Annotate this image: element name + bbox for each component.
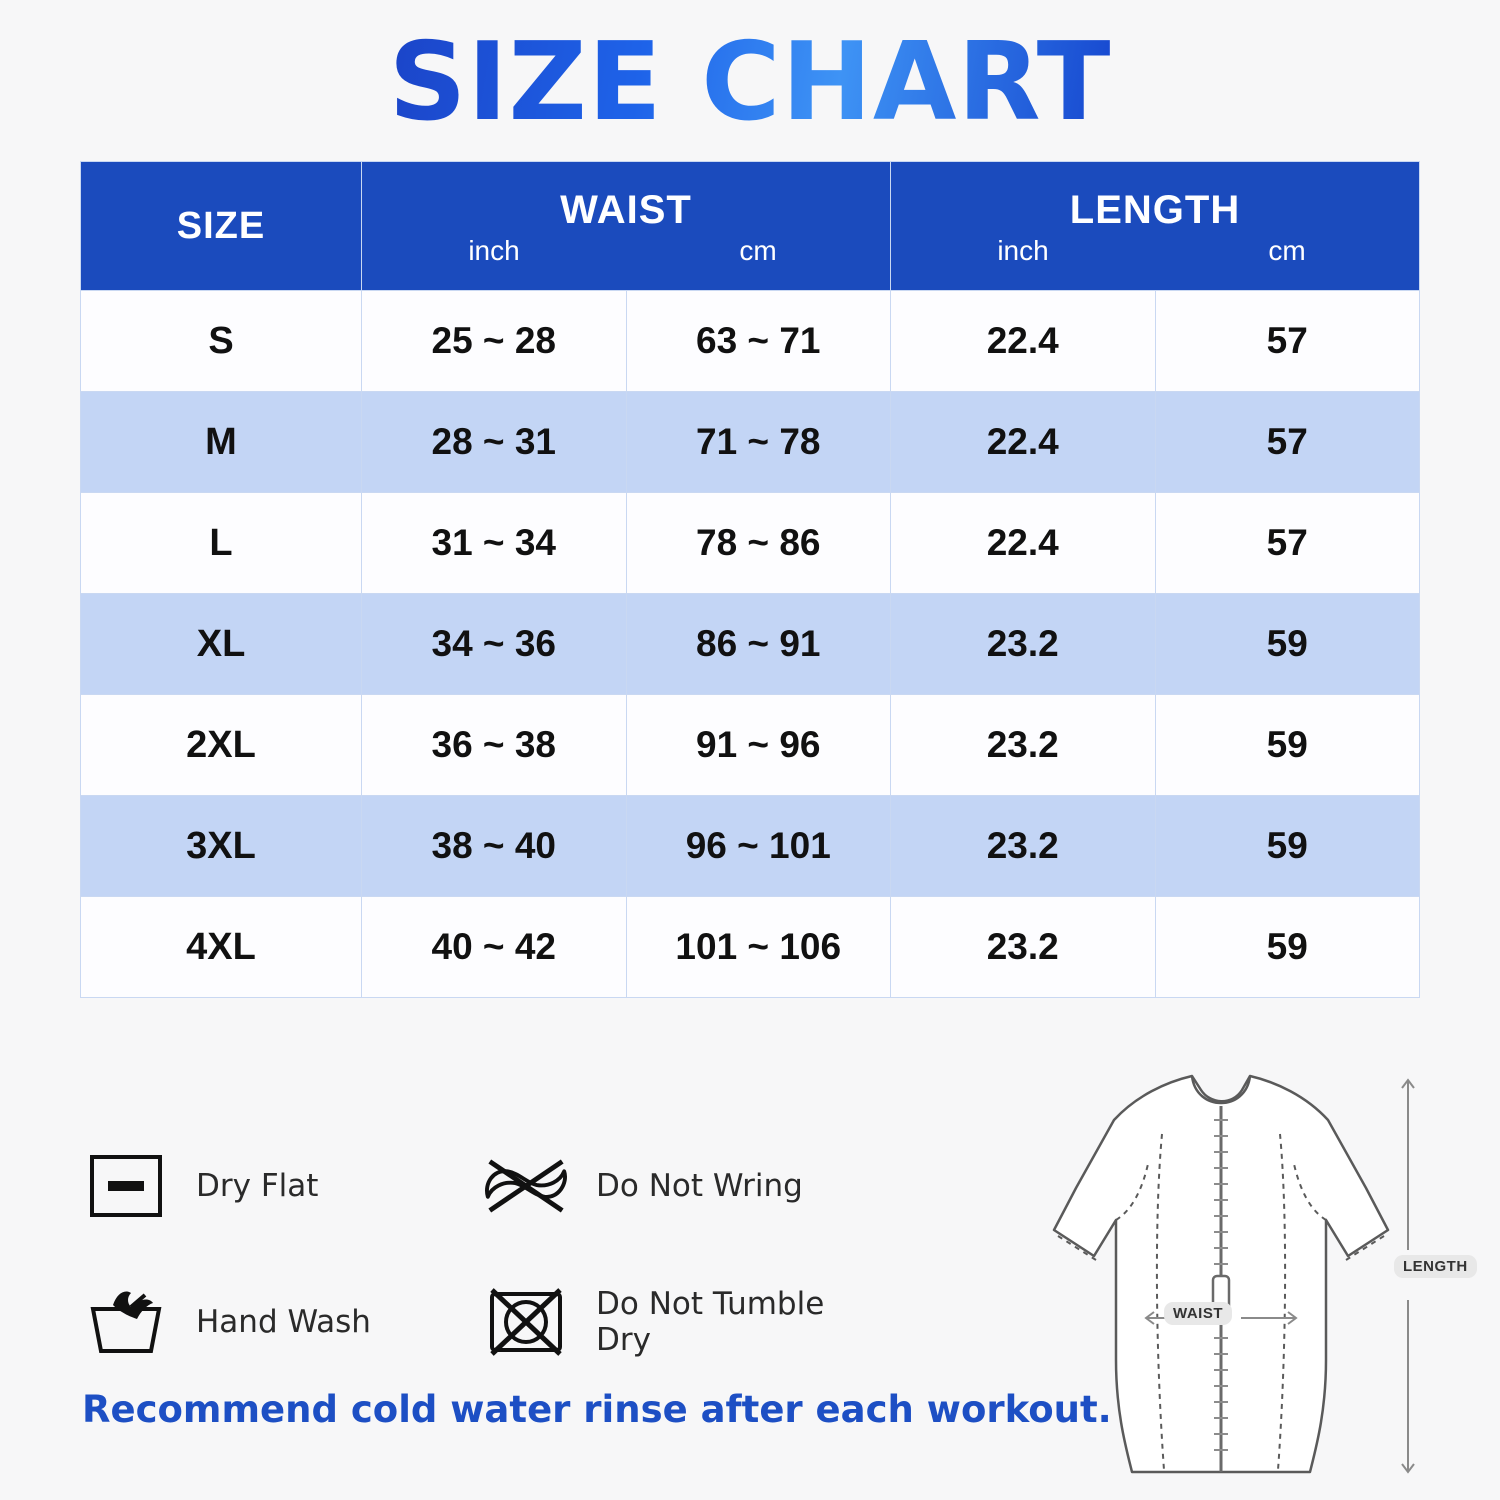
cell-length-inch: 23.2 <box>891 695 1156 796</box>
care-label-do-not-wring: Do Not Wring <box>596 1168 803 1204</box>
care-row-2 <box>80 1254 960 1390</box>
cell-size: 2XL <box>81 695 362 796</box>
cell-size: 3XL <box>81 796 362 897</box>
do-not-wring-icon <box>480 1140 572 1232</box>
cell-waist-cm: 96 ~ 101 <box>626 796 891 897</box>
waist-measure-tag: WAIST <box>1164 1302 1232 1325</box>
cell-waist-cm: 63 ~ 71 <box>626 291 891 392</box>
cell-waist-inch: 40 ~ 42 <box>362 897 627 998</box>
table-row <box>81 695 1420 796</box>
care-row-1 <box>80 1118 960 1254</box>
care-item-do-not-wring <box>480 1140 880 1232</box>
cell-waist-cm: 101 ~ 106 <box>626 897 891 998</box>
care-label-hand-wash: Hand Wash <box>196 1304 371 1340</box>
cell-length-cm: 57 <box>1155 291 1420 392</box>
column-header-waist <box>362 162 891 291</box>
table-row <box>81 493 1420 594</box>
cell-length-cm: 59 <box>1155 897 1420 998</box>
recommendation-note: Recommend cold water rinse after each workout. <box>82 1388 1112 1431</box>
table-row <box>81 392 1420 493</box>
column-header-length-label: LENGTH <box>1069 187 1241 232</box>
cell-waist-inch: 34 ~ 36 <box>362 594 627 695</box>
cell-length-cm: 57 <box>1155 392 1420 493</box>
cell-length-cm: 59 <box>1155 796 1420 897</box>
table-row <box>81 291 1420 392</box>
cell-size: M <box>81 392 362 493</box>
unit-length-cm: cm <box>1268 234 1306 266</box>
cell-waist-cm: 78 ~ 86 <box>626 493 891 594</box>
care-label-dry-flat: Dry Flat <box>196 1168 319 1204</box>
care-item-hand-wash <box>80 1276 480 1368</box>
column-header-waist-label: WAIST <box>560 187 692 232</box>
table-row <box>81 897 1420 998</box>
cell-waist-inch: 38 ~ 40 <box>362 796 627 897</box>
size-chart-table <box>80 161 1420 998</box>
unit-length-inch: inch <box>997 234 1049 266</box>
page-title-container <box>0 0 1500 145</box>
table-header <box>81 162 1420 291</box>
page-title: SIZE CHART <box>388 20 1112 145</box>
care-item-do-not-tumble-dry <box>480 1276 880 1368</box>
cell-waist-cm: 86 ~ 91 <box>626 594 891 695</box>
cell-size: XL <box>81 594 362 695</box>
length-measure-tag: LENGTH <box>1394 1255 1477 1278</box>
table-row <box>81 796 1420 897</box>
care-instructions <box>80 1118 960 1390</box>
cell-waist-inch: 25 ~ 28 <box>362 291 627 392</box>
cell-length-inch: 23.2 <box>891 796 1156 897</box>
cell-waist-inch: 31 ~ 34 <box>362 493 627 594</box>
size-chart-table-container <box>80 161 1420 998</box>
column-header-length <box>891 162 1420 291</box>
cell-waist-cm: 71 ~ 78 <box>626 392 891 493</box>
hand-wash-icon <box>80 1276 172 1368</box>
care-label-do-not-tumble-dry: Do Not Tumble Dry <box>596 1286 825 1358</box>
cell-size: L <box>81 493 362 594</box>
column-header-length-units <box>891 235 1419 281</box>
cell-length-cm: 59 <box>1155 594 1420 695</box>
column-header-waist-units <box>362 235 890 281</box>
cell-waist-inch: 28 ~ 31 <box>362 392 627 493</box>
cell-length-cm: 59 <box>1155 695 1420 796</box>
table-header-row <box>81 162 1420 291</box>
cell-length-inch: 22.4 <box>891 392 1156 493</box>
do-not-tumble-dry-icon <box>480 1276 572 1368</box>
column-header-size: SIZE <box>81 162 362 291</box>
unit-waist-inch: inch <box>468 234 520 266</box>
cell-size: S <box>81 291 362 392</box>
cell-length-inch: 23.2 <box>891 594 1156 695</box>
cell-length-inch: 22.4 <box>891 291 1156 392</box>
table-body <box>81 291 1420 998</box>
dry-flat-icon <box>80 1140 172 1232</box>
care-item-dry-flat <box>80 1140 480 1232</box>
unit-waist-cm: cm <box>739 234 777 266</box>
cell-length-inch: 23.2 <box>891 897 1156 998</box>
cell-waist-inch: 36 ~ 38 <box>362 695 627 796</box>
cell-length-inch: 22.4 <box>891 493 1156 594</box>
cell-length-cm: 57 <box>1155 493 1420 594</box>
cell-size: 4XL <box>81 897 362 998</box>
table-row <box>81 594 1420 695</box>
cell-waist-cm: 91 ~ 96 <box>626 695 891 796</box>
garment-illustration <box>996 1060 1466 1490</box>
